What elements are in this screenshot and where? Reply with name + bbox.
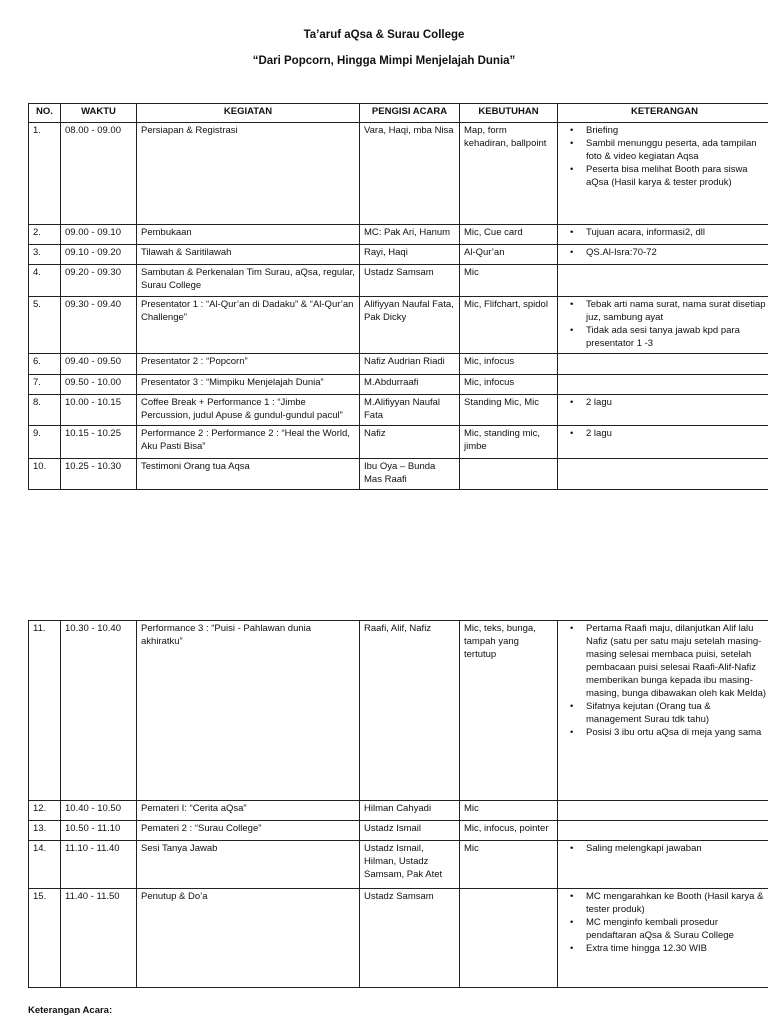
cell-no: 6. bbox=[29, 354, 61, 375]
cell-kegiatan: Penutup & Do’a bbox=[137, 889, 360, 988]
table-row bbox=[29, 354, 768, 375]
cell-waktu: 10.15 - 10.25 bbox=[61, 426, 137, 459]
cell-kebutuhan bbox=[460, 889, 558, 988]
cell-pengisi-acara: Alifiyyan Naufal Fata, Pak Dicky bbox=[360, 297, 460, 354]
cell-no: 10. bbox=[29, 459, 61, 490]
cell-pengisi-acara: Nafiz Audrian Riadi bbox=[360, 354, 460, 375]
keterangan-bullet: • 2 lagu bbox=[586, 427, 767, 440]
cell-no: 7. bbox=[29, 375, 61, 395]
cell-waktu: 09.40 - 09.50 bbox=[61, 354, 137, 375]
col-header-no: NO. bbox=[29, 104, 61, 123]
cell-kebutuhan: Mic, infocus bbox=[460, 375, 558, 395]
table-row bbox=[29, 265, 768, 297]
cell-pengisi-acara: Vara, Haqi, mba Nisa bbox=[360, 123, 460, 225]
cell-keterangan bbox=[558, 889, 768, 988]
keterangan-bullet: • Tidak ada sesi tanya jawab kpd para presentator 1 -3 bbox=[586, 324, 767, 350]
table-row bbox=[29, 821, 768, 841]
cell-keterangan bbox=[558, 265, 768, 297]
keterangan-list bbox=[562, 246, 767, 259]
cell-keterangan bbox=[558, 297, 768, 354]
keterangan-bullet: • MC mengarahkan ke Booth (Hasil karya & tester produk) bbox=[586, 890, 767, 916]
cell-pengisi-acara: Ustadz Ismail, Hilman, Ustadz Samsam, Pak Atet bbox=[360, 841, 460, 889]
cell-pengisi-acara: Rayi, Haqi bbox=[360, 245, 460, 265]
keterangan-bullet: • Briefing bbox=[586, 124, 767, 137]
keterangan-list bbox=[562, 298, 767, 350]
cell-kegiatan: Performance 3 : “Puisi - Pahlawan dunia akhiratku” bbox=[137, 621, 360, 801]
cell-no: 15. bbox=[29, 889, 61, 988]
col-header-waktu: WAKTU bbox=[61, 104, 137, 123]
cell-pengisi-acara: M.Alifiyyan Naufal Fata bbox=[360, 395, 460, 426]
cell-kegiatan: Pembukaan bbox=[137, 225, 360, 245]
table-row bbox=[29, 459, 768, 490]
cell-no: 3. bbox=[29, 245, 61, 265]
cell-waktu: 10.25 - 10.30 bbox=[61, 459, 137, 490]
cell-waktu: 11.40 - 11.50 bbox=[61, 889, 137, 988]
cell-kegiatan: Pemateri 2 : “Surau College” bbox=[137, 821, 360, 841]
table-row bbox=[29, 426, 768, 459]
table-row bbox=[29, 297, 768, 354]
cell-waktu: 10.30 - 10.40 bbox=[61, 621, 137, 801]
keterangan-list bbox=[562, 427, 767, 440]
keterangan-list bbox=[562, 842, 767, 855]
col-header-kegiatan: KEGIATAN bbox=[137, 104, 360, 123]
col-header-pengisi-acara: PENGISI ACARA bbox=[360, 104, 460, 123]
keterangan-bullet: • Posisi 3 ibu ortu aQsa di meja yang sama bbox=[586, 726, 767, 739]
cell-pengisi-acara: MC: Pak Ari, Hanum bbox=[360, 225, 460, 245]
table-row bbox=[29, 245, 768, 265]
document-title: Ta’aruf aQsa & Surau College bbox=[303, 29, 465, 41]
cell-kebutuhan: Mic, Cue card bbox=[460, 225, 558, 245]
keterangan-bullet: • Peserta bisa melihat Booth para siswa aQsa (Hasil karya & tester produk) bbox=[586, 163, 767, 189]
cell-waktu: 10.40 - 10.50 bbox=[61, 801, 137, 821]
keterangan-acara-label: Keterangan Acara: bbox=[28, 1005, 113, 1016]
schedule-table-part-2 bbox=[28, 620, 768, 988]
cell-waktu: 09.20 - 09.30 bbox=[61, 265, 137, 297]
keterangan-bullet: • Pertama Raafi maju, dilanjutkan Alif lalu Nafiz (satu per satu maju setelah masing-masing selesai membaca puisi, setelah pembacaan puisi selesai Raafi-Alif-Nafiz memberikan bunga kepada ibu masing-masing, bunga dibawakan oleh kak Melda) bbox=[586, 622, 767, 700]
cell-keterangan bbox=[558, 821, 768, 841]
cell-keterangan bbox=[558, 426, 768, 459]
cell-pengisi-acara: Ibu Oya – Bunda Mas Raafi bbox=[360, 459, 460, 490]
keterangan-bullet: • Saling melengkapi jawaban bbox=[586, 842, 767, 855]
keterangan-bullet: • Sifatnya kejutan (Orang tua & management Surau tdk tahu) bbox=[586, 700, 767, 726]
cell-pengisi-acara: Nafiz bbox=[360, 426, 460, 459]
cell-keterangan bbox=[558, 354, 768, 375]
cell-no: 8. bbox=[29, 395, 61, 426]
table-header-row bbox=[29, 104, 768, 123]
cell-kegiatan: Coffee Break + Performance 1 : “Jimbe Percussion, judul Apuse & gundul-gundul pacul” bbox=[137, 395, 360, 426]
cell-pengisi-acara: Raafi, Alif, Nafiz bbox=[360, 621, 460, 801]
col-header-kebutuhan: KEBUTUHAN bbox=[460, 104, 558, 123]
cell-kebutuhan: Map, form kehadiran, ballpoint bbox=[460, 123, 558, 225]
cell-no: 5. bbox=[29, 297, 61, 354]
table-row bbox=[29, 375, 768, 395]
cell-kebutuhan: Standing Mic, Mic bbox=[460, 395, 558, 426]
cell-kebutuhan: Mic, standing mic, jimbe bbox=[460, 426, 558, 459]
cell-pengisi-acara: Ustadz Samsam bbox=[360, 265, 460, 297]
cell-kebutuhan: Mic bbox=[460, 801, 558, 821]
cell-kebutuhan: Mic bbox=[460, 265, 558, 297]
cell-no: 9. bbox=[29, 426, 61, 459]
cell-keterangan bbox=[558, 123, 768, 225]
cell-kegiatan: Performance 2 : Performance 2 : “Heal the World, Aku Pasti Bisa” bbox=[137, 426, 360, 459]
cell-keterangan bbox=[558, 245, 768, 265]
cell-kegiatan: Sambutan & Perkenalan Tim Surau, aQsa, regular, Surau College bbox=[137, 265, 360, 297]
table-row bbox=[29, 801, 768, 821]
cell-no: 1. bbox=[29, 123, 61, 225]
keterangan-list bbox=[562, 622, 767, 739]
cell-keterangan bbox=[558, 225, 768, 245]
cell-pengisi-acara: Hilman Cahyadi bbox=[360, 801, 460, 821]
table-row bbox=[29, 225, 768, 245]
cell-pengisi-acara: M.Abdurraafi bbox=[360, 375, 460, 395]
keterangan-list bbox=[562, 124, 767, 189]
cell-kegiatan: Presentator 1 : “Al-Qur’an di Dadaku” & “Al-Qur’an Challenge” bbox=[137, 297, 360, 354]
cell-pengisi-acara: Ustadz Samsam bbox=[360, 889, 460, 988]
cell-no: 11. bbox=[29, 621, 61, 801]
keterangan-bullet: • Tebak arti nama surat, nama surat disetiap juz, sambung ayat bbox=[586, 298, 767, 324]
cell-waktu: 09.30 - 09.40 bbox=[61, 297, 137, 354]
cell-waktu: 10.00 - 10.15 bbox=[61, 395, 137, 426]
cell-keterangan bbox=[558, 395, 768, 426]
cell-kebutuhan: Mic bbox=[460, 841, 558, 889]
table-row bbox=[29, 123, 768, 225]
keterangan-list bbox=[562, 890, 767, 955]
keterangan-bullet: • Sambil menunggu peserta, ada tampilan foto & video kegiatan Aqsa bbox=[586, 137, 767, 163]
cell-kegiatan: Pemateri I: “Cerita aQsa” bbox=[137, 801, 360, 821]
cell-waktu: 08.00 - 09.00 bbox=[61, 123, 137, 225]
cell-waktu: 09.50 - 10.00 bbox=[61, 375, 137, 395]
cell-pengisi-acara: Ustadz Ismail bbox=[360, 821, 460, 841]
keterangan-bullet: • Tujuan acara, informasi2, dll bbox=[586, 226, 767, 239]
cell-kebutuhan: Mic, Flifchart, spidol bbox=[460, 297, 558, 354]
cell-kegiatan: Persiapan & Registrasi bbox=[137, 123, 360, 225]
cell-no: 4. bbox=[29, 265, 61, 297]
table-row bbox=[29, 621, 768, 801]
keterangan-bullet: • QS.Al-Isra:70-72 bbox=[586, 246, 767, 259]
schedule-table-part-1 bbox=[28, 103, 768, 490]
cell-kegiatan: Presentator 3 : “Mimpiku Menjelajah Dunia” bbox=[137, 375, 360, 395]
cell-no: 12. bbox=[29, 801, 61, 821]
keterangan-bullet: • 2 lagu bbox=[586, 396, 767, 409]
cell-kegiatan: Tilawah & Saritilawah bbox=[137, 245, 360, 265]
cell-kebutuhan bbox=[460, 459, 558, 490]
cell-no: 14. bbox=[29, 841, 61, 889]
cell-keterangan bbox=[558, 621, 768, 801]
cell-no: 2. bbox=[29, 225, 61, 245]
cell-kebutuhan: Mic, infocus bbox=[460, 354, 558, 375]
cell-no: 13. bbox=[29, 821, 61, 841]
keterangan-bullet: • MC menginfo kembali prosedur pendaftaran aQsa & Surau College bbox=[586, 916, 767, 942]
cell-kegiatan: Presentator 2 : “Popcorn” bbox=[137, 354, 360, 375]
table-row bbox=[29, 395, 768, 426]
table-row bbox=[29, 889, 768, 988]
cell-waktu: 09.00 - 09.10 bbox=[61, 225, 137, 245]
cell-kegiatan: Testimoni Orang tua Aqsa bbox=[137, 459, 360, 490]
cell-waktu: 10.50 - 11.10 bbox=[61, 821, 137, 841]
cell-keterangan bbox=[558, 375, 768, 395]
col-header-keterangan: KETERANGAN bbox=[558, 104, 768, 123]
cell-keterangan bbox=[558, 459, 768, 490]
keterangan-list bbox=[562, 396, 767, 409]
cell-kebutuhan: Mic, teks, bunga, tampah yang tertutup bbox=[460, 621, 558, 801]
document-subtitle: “Dari Popcorn, Hingga Mimpi Menjelajah Dunia” bbox=[252, 55, 516, 67]
cell-keterangan bbox=[558, 801, 768, 821]
keterangan-bullet: • Extra time hingga 12.30 WIB bbox=[586, 942, 767, 955]
cell-kebutuhan: Mic, infocus, pointer bbox=[460, 821, 558, 841]
cell-waktu: 11.10 - 11.40 bbox=[61, 841, 137, 889]
cell-kebutuhan: Al-Qur’an bbox=[460, 245, 558, 265]
cell-keterangan bbox=[558, 841, 768, 889]
table-row bbox=[29, 841, 768, 889]
cell-waktu: 09.10 - 09.20 bbox=[61, 245, 137, 265]
cell-kegiatan: Sesi Tanya Jawab bbox=[137, 841, 360, 889]
keterangan-list bbox=[562, 226, 767, 239]
